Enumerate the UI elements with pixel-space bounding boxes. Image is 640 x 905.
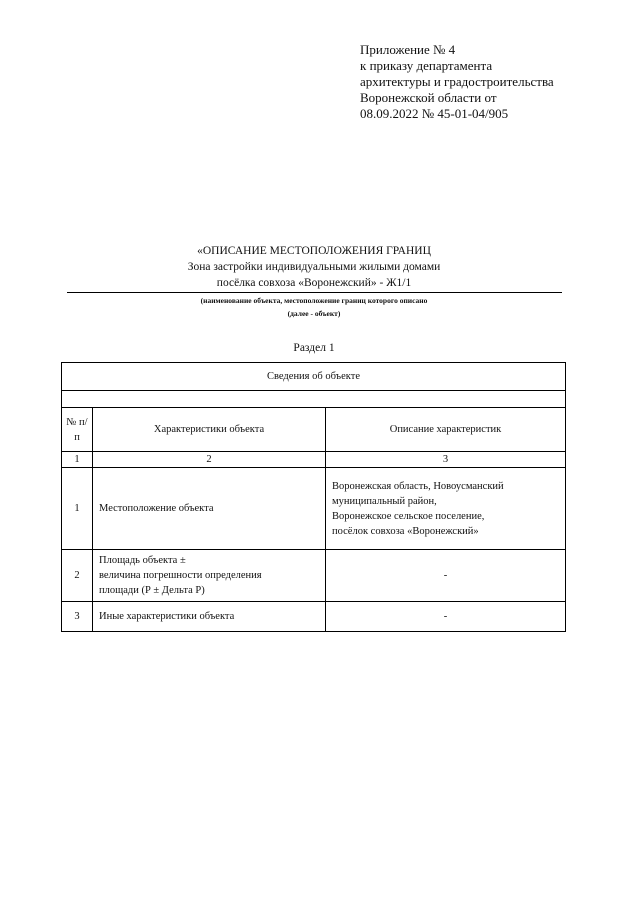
annex-line: к приказу департамента — [360, 58, 493, 73]
description-line: Воронежская область, Новоусманский — [332, 480, 504, 492]
row-description: - — [326, 602, 566, 632]
column-number: 2 — [93, 452, 326, 468]
table-spacer-cell — [62, 391, 566, 408]
object-name-line2: посёлка совхоза «Воронежский» - Ж1/1 — [216, 277, 412, 289]
description-line: муниципальный район, — [332, 495, 437, 507]
row-characteristic: Иные характеристики объекта — [93, 602, 326, 632]
column-number: 3 — [326, 452, 566, 468]
row-characteristic: Местоположение объекта — [93, 468, 326, 550]
row-num: 1 — [62, 468, 93, 550]
table-title-row — [62, 363, 566, 391]
section-label: Раздел 1 — [293, 342, 335, 354]
annex-line: 08.09.2022 № 45-01-04/905 — [360, 106, 509, 121]
table-spacer-row — [62, 391, 566, 408]
table-header-row — [62, 408, 566, 452]
characteristic-line: Площадь объекта ± — [99, 555, 186, 566]
object-info-table — [61, 362, 566, 632]
characteristic-line: величина погрешности определения — [99, 570, 262, 581]
annex-line: Приложение № 4 — [360, 42, 456, 57]
table-row — [62, 550, 566, 602]
document-title: «ОПИСАНИЕ МЕСТОПОЛОЖЕНИЯ ГРАНИЦ — [197, 245, 431, 257]
column-numbers-row — [62, 452, 566, 468]
description-line: посёлок совхоза «Воронежский» — [332, 525, 479, 537]
header-characteristics: Характеристики объекта — [93, 408, 326, 452]
object-name-line1: Зона застройки индивидуальными жилыми домами — [187, 261, 441, 273]
column-number: 1 — [62, 452, 93, 468]
row-characteristic — [93, 550, 326, 602]
caption-line1: (наименование объекта, местоположение границ которого описано — [200, 296, 428, 305]
header-num — [62, 408, 93, 452]
table-row — [62, 468, 566, 550]
characteristic-line: площади (Р ± Дельта Р) — [99, 585, 205, 596]
underline-rule — [67, 292, 562, 293]
row-num: 3 — [62, 602, 93, 632]
header-num-text: № п/п — [66, 416, 88, 443]
annex-block — [360, 42, 630, 122]
header-description: Описание характеристик — [326, 408, 566, 452]
row-description: - — [326, 550, 566, 602]
row-description — [326, 468, 566, 550]
caption-line2: (далее - объект) — [287, 309, 341, 318]
annex-line: архитектуры и градостроительства — [360, 74, 554, 89]
table-title: Сведения об объекте — [62, 363, 566, 391]
annex-line: Воронежской области от — [360, 90, 497, 105]
row-num: 2 — [62, 550, 93, 602]
title-block — [60, 243, 568, 319]
table-row — [62, 602, 566, 632]
description-line: Воронежское сельское поселение, — [332, 510, 485, 522]
